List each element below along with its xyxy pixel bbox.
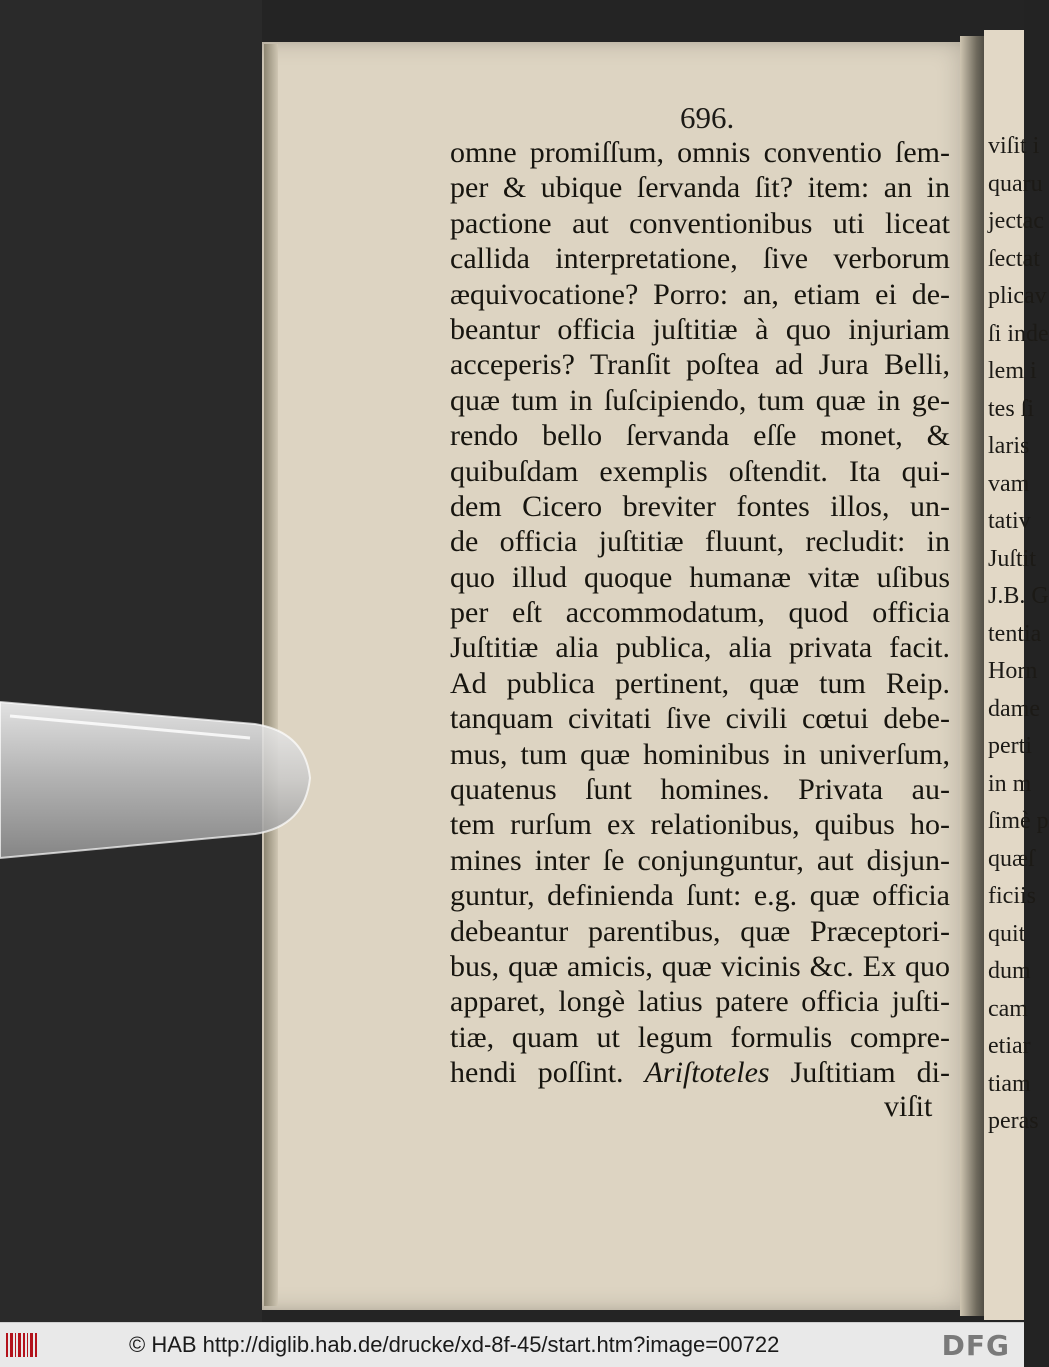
- next-page-line: tativ: [988, 508, 1031, 534]
- next-page-line: quaru: [988, 170, 1043, 197]
- author-name: Ariſtoteles: [644, 1056, 770, 1090]
- text-line: tanquam civitati ſive civili cœtui debe-: [450, 702, 950, 736]
- page-text: [450, 135, 950, 1091]
- next-page-line: lem i: [988, 358, 1037, 384]
- text-line: Ad publica pertinent, quæ tum Reip.: [450, 666, 950, 700]
- next-page-line: perti: [988, 733, 1032, 759]
- page-holder-pointer: [0, 696, 330, 866]
- next-page-line: vam: [988, 470, 1030, 497]
- next-page-line: dum: [988, 958, 1031, 984]
- text-fragment: Juſtitiam di-: [769, 1056, 950, 1090]
- hab-barcode-logo-icon[interactable]: [0, 1323, 44, 1367]
- next-page-line: quit: [988, 920, 1026, 947]
- next-page-line: ſectat: [988, 245, 1040, 272]
- text-line: quæ tum in ſuſcipiendo, tum quæ in ge-: [450, 383, 950, 417]
- footer-credit-link[interactable]: © HAB http://diglib.hab.de/drucke/xd-8f-45/start.htm?image=00722: [129, 1332, 780, 1357]
- catchword: viſit: [884, 1090, 933, 1123]
- next-page-line: etiar: [988, 1033, 1031, 1059]
- text-line-last: [450, 1055, 950, 1090]
- page-number: 696.: [680, 100, 735, 135]
- next-page-line: dame: [988, 695, 1040, 722]
- next-page-line: in m: [988, 770, 1032, 797]
- text-line: quo illud quoque humanæ vitæ uſibus: [450, 560, 950, 594]
- next-page-line: quæſ: [988, 845, 1035, 872]
- text-line: pactione aut conventionibus uti liceat: [450, 206, 950, 240]
- next-page-line: Juſtit: [988, 545, 1037, 572]
- next-page-line: tentia: [988, 620, 1042, 647]
- next-page-strip: [984, 30, 1049, 1320]
- text-line: quatenus ſunt homines. Privata au-: [450, 773, 950, 807]
- text-line: dem Cicero breviter fontes illos, un-: [450, 489, 950, 523]
- text-line: per eſt accommodatum, quod officia: [450, 596, 950, 630]
- page-left-edge: [264, 44, 278, 1306]
- next-page-line: ſimè p: [988, 808, 1049, 834]
- text-line: de officia juſtitiæ fluunt, recludit: in: [450, 525, 950, 559]
- next-page-line: cam: [988, 995, 1028, 1022]
- dfg-logo: DFG: [941, 1329, 1010, 1362]
- text-line: debeantur parentibus, quæ Præceptori-: [450, 914, 950, 948]
- text-line: bus, quæ amicis, quæ vicinis &c. Ex quo: [450, 949, 950, 983]
- next-page-line: plicav: [988, 283, 1047, 309]
- text-line: apparet, longè latius patere officia juſti-: [450, 985, 950, 1019]
- text-line: per & ubique ſervanda ſit? item: an in: [450, 171, 950, 205]
- text-fragment: hendi poſſint.: [450, 1056, 645, 1090]
- text-line: tem rurſum ex relationibus, quibus ho-: [450, 808, 950, 842]
- next-page-line: ficiis: [988, 883, 1036, 909]
- text-line: quibuſdam exemplis oſtendit. Ita qui-: [450, 454, 950, 488]
- text-line: omne promiſſum, omnis conventio ſem-: [450, 136, 950, 169]
- text-line: Juſtitiæ alia publica, alia privata facit.: [450, 631, 950, 665]
- next-page-line: Horn: [988, 658, 1038, 684]
- text-line: mus, tum quæ hominibus in univerſum,: [450, 737, 950, 771]
- next-page-line: J.B. G: [988, 583, 1049, 609]
- next-page-line: jectac: [988, 208, 1044, 234]
- text-line: tiæ, quam ut legum formulis compre-: [450, 1020, 950, 1054]
- next-page-fragments: [984, 128, 1049, 1141]
- scan-background: [0, 0, 262, 1322]
- text-line: rendo bello ſervanda eſſe monet, &: [450, 419, 950, 453]
- text-line: guntur, definienda ſunt: e.g. quæ officia: [450, 879, 950, 913]
- footer-bar: [0, 1322, 1024, 1367]
- text-line: æquivocatione? Porro: an, etiam ei de-: [450, 277, 950, 311]
- text-line: beantur officia juſtitiæ à quo injuriam: [450, 312, 950, 346]
- text-line: acceperis? Tranſit poſtea ad Jura Belli,: [450, 348, 950, 382]
- next-page-line: laris: [988, 433, 1030, 459]
- text-line: mines inter ſe conjunguntur, aut disjun-: [450, 843, 950, 877]
- next-page-line: tes ſi: [988, 395, 1034, 422]
- next-page-line: ſi inde: [988, 320, 1049, 347]
- next-page-line: tiam: [988, 1070, 1031, 1097]
- text-line: callida interpretatione, ſive verborum: [450, 242, 950, 276]
- next-page-line: viſit i: [988, 133, 1040, 159]
- next-page-line: peras: [988, 1108, 1039, 1134]
